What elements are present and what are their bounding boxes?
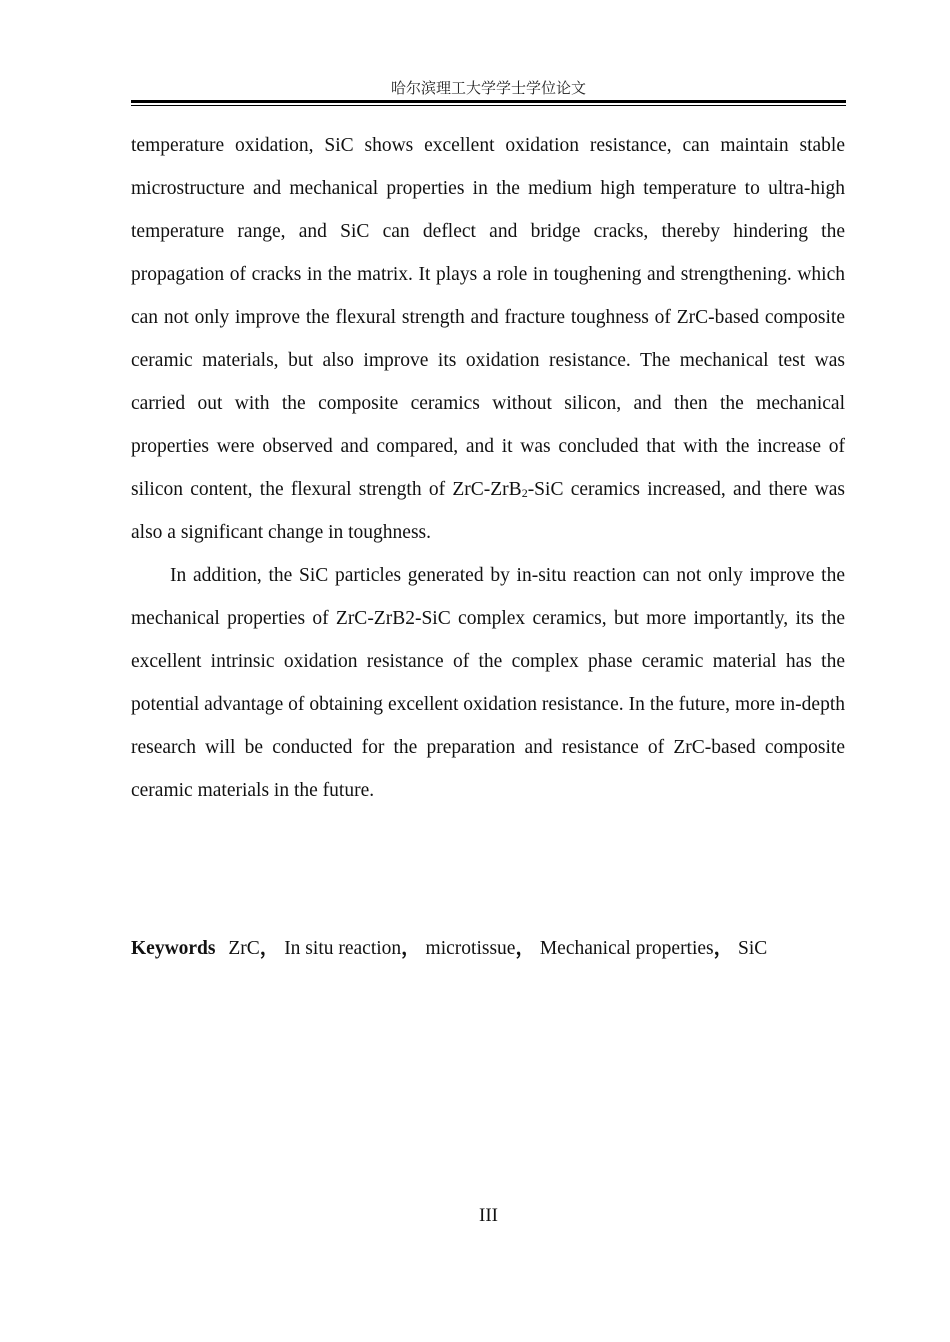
subscript-2: 2 (521, 486, 528, 500)
keywords-label: Keywords (131, 938, 216, 959)
header-rule-thick (131, 100, 846, 103)
keyword-separator: ， (713, 936, 734, 959)
keyword-item: In situ reaction (284, 938, 402, 959)
keyword-separator: ， (401, 936, 421, 959)
page-number: III (479, 1205, 498, 1226)
keyword-separator: ， (259, 936, 280, 959)
paragraph-2: In addition, the SiC particles generated by in-situ reaction can not only improve the mechanical properties of ZrC-ZrB2-SiC complex ceramics, but more importantly, its the excellent intrinsic oxidation resistance of the complex phase ceramic material has the potential advantage of obtaining excellent oxidation resistance. In the future, more in-depth research will be conducted for the preparation and resistance of ZrC-based composite ceramic materials in the future. (131, 565, 845, 801)
keywords-line (131, 926, 845, 970)
keyword-item: ZrC (228, 938, 260, 959)
keyword-separator: ， (515, 936, 535, 959)
keyword-item: microtissue (425, 938, 516, 959)
abstract-body (131, 124, 845, 812)
header-rule-thin (131, 105, 846, 106)
paragraph-1 (131, 124, 845, 554)
paragraph-1-text: temperature oxidation, SiC shows excellent oxidation resistance, can maintain stable microstructure and mechanical properties in the medium high temperature to ultra-high temperature range, and SiC can deflect and bridge cracks, thereby hindering the propagation of cracks in the matrix. It plays a role in toughening and strengthening. which can not only improve the flexural strength and fracture toughness of ZrC-based composite ceramic materials, but also improve its oxidation resistance. The mechanical test was carried out with the composite ceramics without silicon, and then the mechanical properties were observed and compared, and it was concluded that with the increase of silicon content, the flexural strength of ZrC-ZrB (131, 135, 845, 500)
running-header: 哈尔滨理工大学学士学位论文 (390, 79, 586, 97)
keyword-item: SiC (738, 938, 768, 959)
keyword-item: Mechanical properties (539, 938, 714, 959)
paragraph-1-text-end: -SiC ceramics increased, and there was also a significant change in toughness. (131, 479, 845, 543)
